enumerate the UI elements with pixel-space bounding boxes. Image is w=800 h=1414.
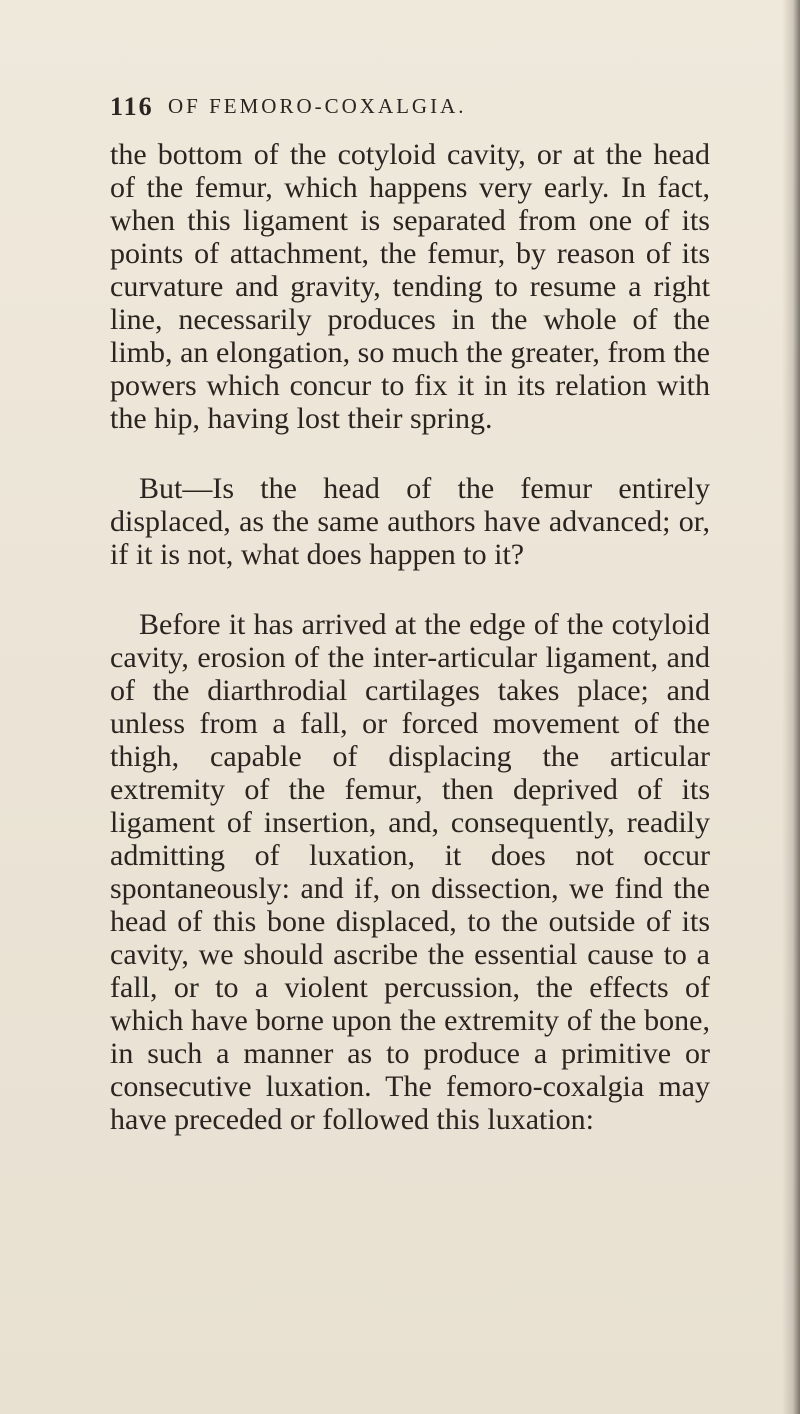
running-title: OF FEMORO-COXALGIA. [168,94,467,118]
body-text [110,138,710,1136]
paragraph-erosion: Before it has arrived at the edge of the cotyloid cavity, erosion of the inter-articular ligament, and of the diarthrodial cartilages takes place; and unless from a fall, or forced movement of the thigh, capable of displacing the articular extremity of the femur, then deprived of its ligament of insertion, and, consequently, readily admitting of luxation, it does not occur spontaneously: and if, on dissection, we find the head of this bone displaced, to the outside of its cavity, we should ascribe the essential cause to a fall, or to a violent percussion, the effects of which have borne upon the extremity of the bone, in such a manner as to produce a primitive or consecutive luxation. The femoro-coxalgia may have preceded or followed this luxation: [110,608,710,1136]
page-header [110,92,670,132]
paragraph-continued: the bottom of the cotyloid cavity, or at the head of the femur, which happens very early. In fact, when this ligament is separated from one of its points of attachment, the femur, by reason of its curvature and gravity, tending to resume a right line, necessarily produces in the whole of the limb, an elongation, so much the greater, from the powers which concur to fix it in its relation with the hip, having lost their spring. [110,138,710,435]
page-edge-shadow [782,0,800,1414]
paragraph-question: But—Is the head of the femur entirely displaced, as the same authors have advanced; or, if it is not, what does happen to it? [110,472,710,571]
page-number: 116 [110,92,154,121]
